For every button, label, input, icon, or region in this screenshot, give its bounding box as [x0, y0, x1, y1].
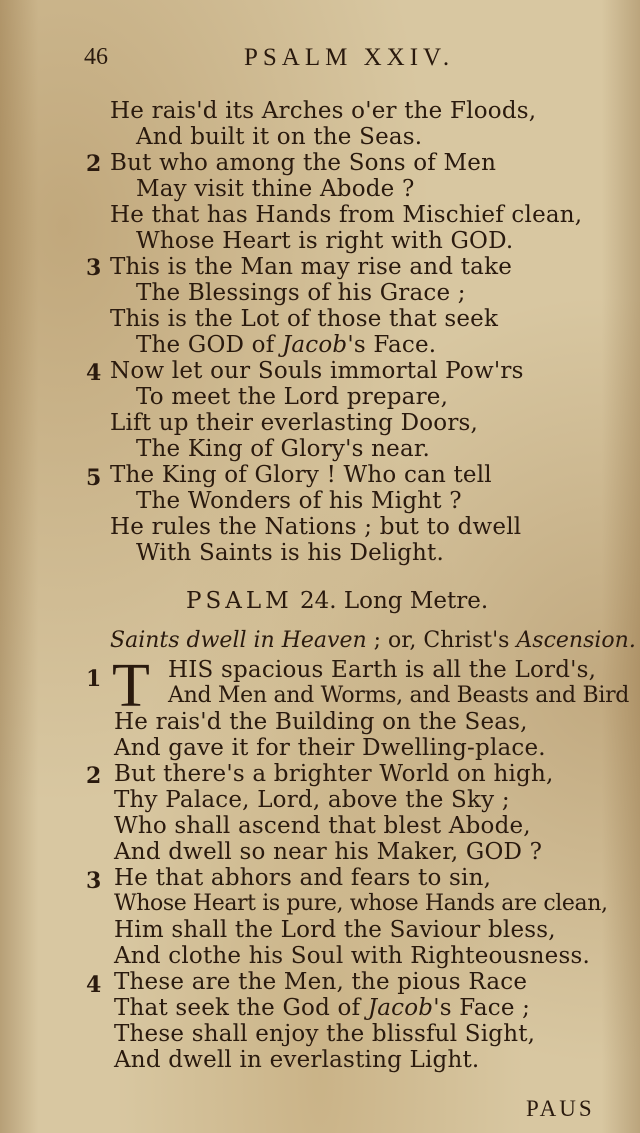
verse-line: He rules the Nations ; but to dwell: [110, 514, 522, 540]
verse-line: And built it on the Seas.: [136, 124, 423, 150]
verse-line: The Blessings of his Grace ;: [136, 280, 466, 306]
verse-line: He rais'd the Building on the Seas,: [114, 709, 528, 735]
verse-line: The King of Glory's near.: [136, 436, 431, 462]
psalm-word: PSALM: [186, 588, 293, 614]
verse-line: And dwell in everlasting Light.: [114, 1047, 480, 1073]
verse-line: May visit thine Abode ?: [136, 176, 415, 202]
page-number: 46: [84, 44, 108, 70]
verse-line: But there's a brighter World on high,: [114, 761, 554, 787]
verse-line: And clothe his Soul with Righteousness.: [114, 943, 590, 969]
verse-line: Now let our Souls immortal Pow'rs: [110, 358, 524, 384]
psalm-subtitle: [110, 628, 636, 653]
verse-line: He that abhors and fears to sin,: [114, 865, 492, 891]
psalm-heading: [186, 588, 488, 614]
verse-number: 4: [86, 360, 102, 386]
subtitle-part: ; or, Christ's: [366, 628, 517, 653]
line-text: That seek the God of: [114, 995, 368, 1021]
verse-number: 2: [86, 763, 102, 789]
line-text: 's Face.: [347, 332, 437, 358]
running-header: [84, 44, 514, 78]
verse-line: [114, 995, 530, 1021]
verse-number: 1: [86, 666, 102, 692]
italic-name: Jacob: [281, 332, 348, 358]
verse-line: The Wonders of his Might ?: [136, 488, 462, 514]
verse-line: HIS spacious Earth is all the Lord's,: [168, 657, 597, 683]
verse-number: 3: [86, 255, 102, 281]
verse-line: Him shall the Lord the Saviour bless,: [114, 917, 556, 943]
verse-line: And Men and Worms, and Beasts and Bird: [168, 683, 630, 708]
verse-number: 2: [86, 151, 102, 177]
running-title: PSALM XXIV.: [244, 44, 455, 71]
line-text: The GOD of: [136, 332, 282, 358]
verse-line: But who among the Sons of Men: [110, 150, 497, 176]
verse-line: This is the Man may rise and take: [110, 254, 513, 280]
verse-line: He rais'd its Arches o'er the Floods,: [110, 98, 537, 124]
verse-line: Thy Palace, Lord, above the Sky ;: [114, 787, 510, 813]
verse-line: Whose Heart is right with GOD.: [136, 228, 514, 254]
verse-line: Lift up their everlasting Doors,: [110, 410, 479, 436]
verse-line: To meet the Lord prepare,: [136, 384, 449, 410]
drop-cap: T: [112, 652, 150, 720]
metre-label: Long Metre.: [343, 588, 489, 614]
psalm-number: 24.: [299, 588, 337, 614]
italic-name: Jacob: [367, 995, 434, 1021]
verse-line: This is the Lot of those that seek: [110, 306, 499, 332]
verse-line: And dwell so near his Maker, GOD ?: [114, 839, 543, 865]
catchword: PAUS: [526, 1096, 595, 1121]
verse-line: He that has Hands from Mischief clean,: [110, 202, 583, 228]
subtitle-part: Ascension.: [516, 628, 636, 653]
verse-number: 4: [86, 972, 102, 998]
line-text: 's Face ;: [433, 995, 531, 1021]
verse-line: And gave it for their Dwelling-place.: [114, 735, 546, 761]
verse-line: The King of Glory ! Who can tell: [110, 462, 492, 488]
verse-line: These shall enjoy the blissful Sight,: [114, 1021, 536, 1047]
verse-line: These are the Men, the pious Race: [114, 969, 528, 995]
verse-line: [136, 332, 436, 358]
verse-number: 3: [86, 868, 102, 894]
verse-line: Who shall ascend that blest Abode,: [114, 813, 531, 839]
verse-number: 5: [86, 465, 102, 491]
verse-line: With Saints is his Delight.: [136, 540, 444, 566]
verse-line: Whose Heart is pure, whose Hands are clean,: [114, 891, 608, 916]
subtitle-part: Saints dwell in Heaven: [110, 628, 367, 653]
